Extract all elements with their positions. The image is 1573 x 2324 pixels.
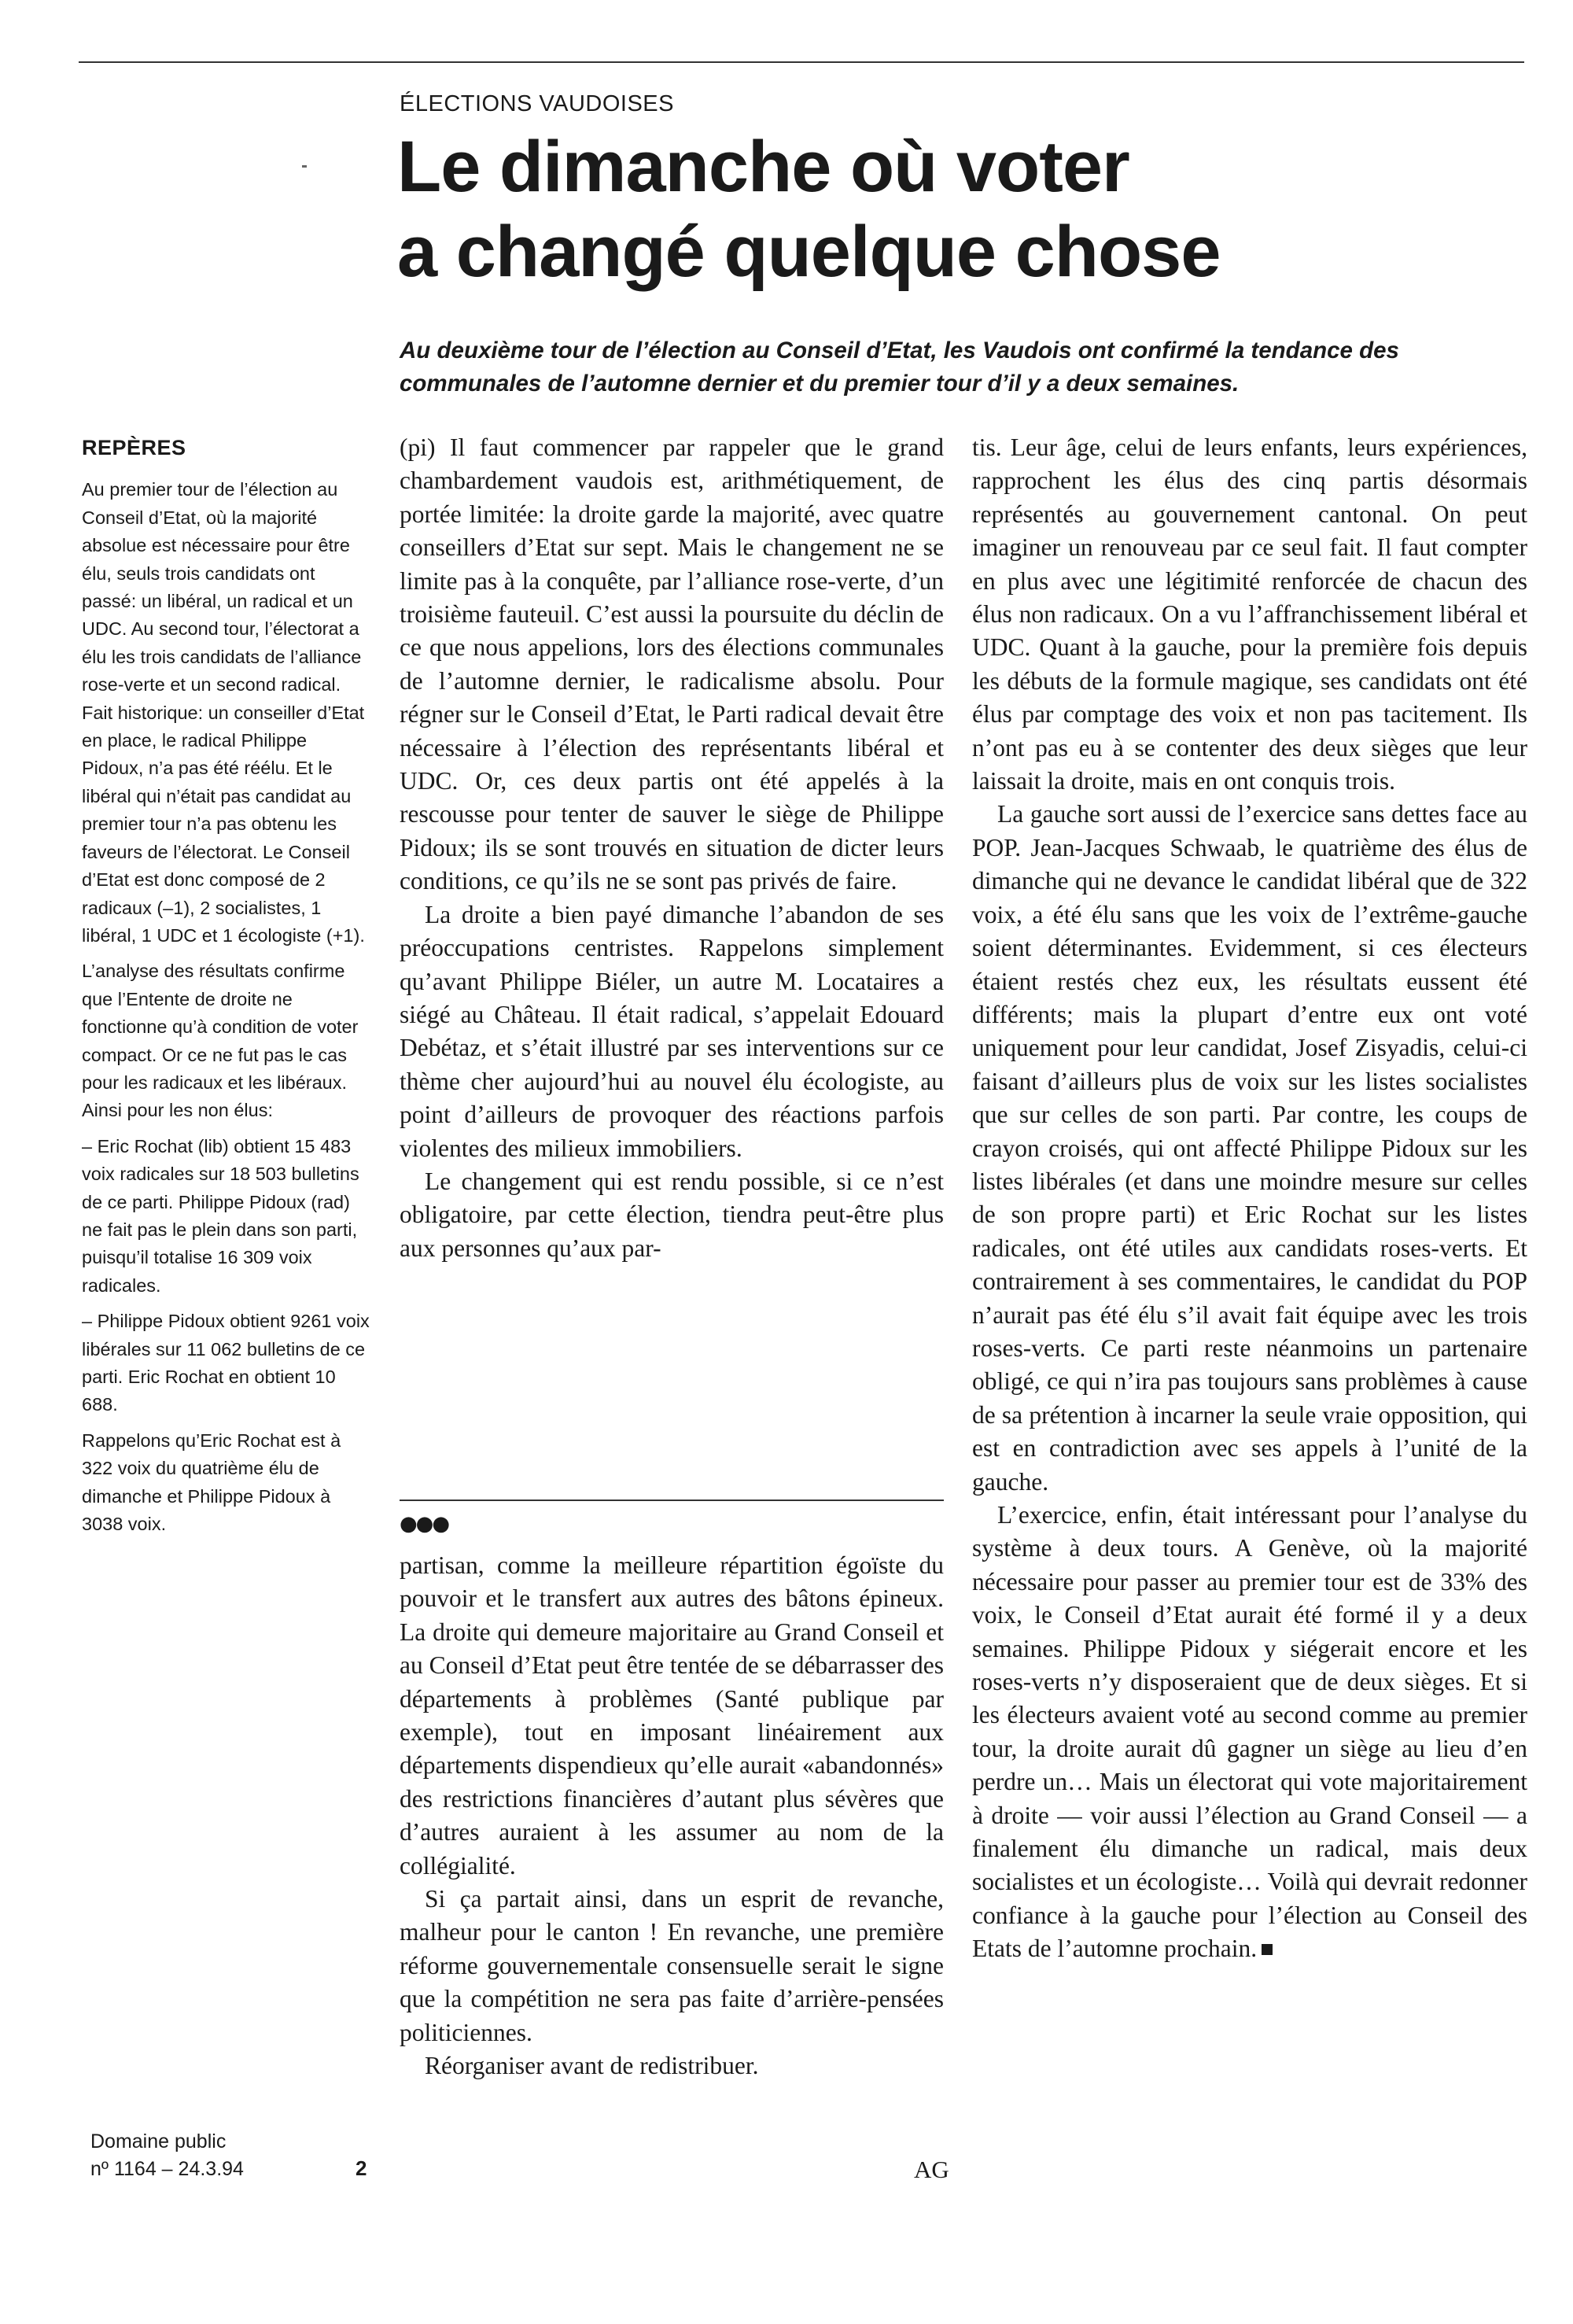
section-kicker: ÉLECTIONS VAUDOISES bbox=[400, 91, 674, 116]
article-column-1 bbox=[400, 431, 944, 1265]
sidebar-paragraph: – Eric Rochat (lib) obtient 15 483 voix radicales sur 18 503 bulletins de ce parti. Philippe Pidoux (rad) ne fait pas le plein dans son parti, puisqu’il totalise 16 309 voix radicales. bbox=[82, 1135, 359, 1296]
article-paragraph: Si ça partait ainsi, dans un esprit de revanche, malheur pour le canton ! En revanche, une première réforme gouvernementale consensuelle serait le signe que la compétition ne sera pas faite d’arrière-pensées politiciennes. bbox=[400, 1885, 944, 2046]
top-rule bbox=[79, 61, 1524, 63]
sidebar-paragraph: L’analyse des résultats confirme que l’Entente de droite ne fonctionne qu’à condition de voter compact. Or ce ne fut pas le cas pour les radicaux et les libéraux. Ainsi pour les non élus: bbox=[82, 961, 359, 1121]
article-paragraph: Le changement qui est rendu possible, si ce n’est obligatoire, par cette élection, tiendra peut-être plus aux personnes qu’aux par- bbox=[400, 1167, 944, 1262]
end-mark-icon bbox=[1262, 1944, 1273, 1955]
article-paragraph: La droite a bien payé dimanche l’abandon de ses préoccupations centristes. Rappelons simplement qu’avant Philippe Biéler, un autre M. Locataires a siégé au Château. Il était radical, s’appelait Edouard Debétaz, et s’était illustré par ses interventions sur ce thème cher aujourd’hui au nouvel élu écologiste, au point d’ailleurs de provoquer des réactions parfois violentes des milieux immobiliers. bbox=[400, 900, 944, 1162]
article-paragraph: La gauche sort aussi de l’exercice sans dettes face au POP. Jean-Jacques Schwaab, le quatrième des élus de dimanche qui ne devance le candidat libéral que de 322 voix, a été élu sans que les voix de l’extrême-gauche soient déterminantes. Evidemment, si ces électeurs étaient restés chez eux, les résultats eussent été différents; mais la plupart d’entre eux ont voté uniquement pour leur candidat, Josef Zisyadis, celui-ci faisant d’ailleurs plus de voix sur les listes socialistes que sur celles de son parti. Par contre, les coups de crayon croisés, qui ont affecté Philippe Pidoux sur les listes libérales (et dans une moindre mesure sur celles de son propre parti) et Eric Rochat sur les listes radicales, ont été utiles aux candidats roses-verts. Et contrairement à ses commentaires, le candidat du POP n’aurait pas été élu s’il avait fait équipe avec les trois roses-verts. Ce parti reste néanmoins un partenaire obligé, ce qui n’ira pas toujours sans problèmes à cause de sa prétention à incarner la seule vraie opposition, qui est en contradiction avec ses appels à l’unité de la gauche. bbox=[972, 800, 1527, 1496]
author-initials: AG bbox=[914, 2156, 949, 2183]
sidebar-paragraph: Rappelons qu’Eric Rochat est à 322 voix du quatrième élu de dimanche et Philippe Pidoux à 3038 voix. bbox=[82, 1429, 341, 1535]
page-number: 2 bbox=[355, 2156, 367, 2180]
issue-number: nº 1164 – 24.3.94 bbox=[90, 2158, 244, 2180]
sidebar-paragraph: – Philippe Pidoux obtient 9261 voix libérales sur 11 062 bulletins de ce parti. Eric Rochat en obtient 10 688. bbox=[82, 1311, 370, 1415]
article-paragraph: tis. Leur âge, celui de leurs enfants, leurs expériences, rapprochent les élus des cinq partis désormais représentés au gouvernement cantonal. On peut imaginer un renouveau par ce seul fait. Il faut compter en plus avec une légitimité renforcée de chacun des élus non radicaux. On a vu l’affranchissement libéral et UDC. Quant à la gauche, pour la première fois depuis les débuts de la formule magique, ses candidats ont été élus par comptage des voix et non pas tacitement. Ils n’ont pas eu à se contenter des deux sièges que leur laissait la droite, mais en ont conquis trois. bbox=[972, 433, 1527, 795]
column-divider bbox=[400, 1500, 944, 1501]
headline bbox=[397, 124, 1498, 294]
publication-name: Domaine public bbox=[90, 2130, 227, 2152]
footer bbox=[90, 2128, 244, 2183]
headline-line-1: Le dimanche où voter bbox=[397, 127, 1129, 207]
headline-line-2: a changé quelque chose bbox=[397, 212, 1221, 292]
article-paragraph: Réorganiser avant de redistribuer. bbox=[425, 2052, 759, 2080]
article-paragraph-last bbox=[972, 1499, 1527, 1966]
scan-mark bbox=[302, 165, 307, 168]
article-paragraph-text: L’exercice, enfin, était intéressant pour l’analyse du système à deux tours. A Genève, où la majorité nécessaire pour passer au premier tour est de 33% des voix, le Conseil d’Etat aurait été formé il y a deux semaines. Philippe Pidoux y siégerait encore et les roses-verts n’y disposeraient que de deux sièges. Et si les électeurs avaient voté au second comme au premier tour, la droite aurait dû gagner un siège au lieu d’en perdre un… Mais un électorat qui vote majoritairement à droite — voir aussi l’élection au Grand Conseil — a finalement élu dimanche un radical, mais deux socialistes et un écologiste… Voilà qui devrait redonner confiance à la gauche pour l’élection au Conseil des Etats de l’automne prochain. bbox=[972, 1501, 1527, 1963]
continuation-marker: ●●● bbox=[400, 1512, 449, 1536]
sidebar-paragraph: Au premier tour de l’élection au Conseil d’Etat, où la majorité absolue est nécessaire pour être élu, seuls trois candidats ont passé: un libéral, un radical et un UDC. Au second tour, l’électorat a élu les trois candidats de l’alliance rose-verte et un second radical. Fait historique: un conseiller d’Etat en place, le radical Philippe Pidoux, n’a pas été réélu. Et le libéral qui n’était pas candidat au premier tour n’a pas obtenu les faveurs de l’électorat. Le Conseil d’Etat est donc composé de 2 radicaux (–1), 2 socialistes, 1 libéral, 1 UDC et 1 écologiste (+1). bbox=[82, 479, 365, 946]
sidebar-title: REPÈRES bbox=[82, 436, 186, 459]
sidebar-reperes bbox=[82, 434, 371, 1546]
article-paragraph: (pi) Il faut commencer par rappeler que le grand chambardement vaudois est, arithmétiquement, de portée limitée: la droite garde la majorité, avec quatre conseillers d’Etat sur sept. Mais le changement ne se limite pas à la conquête, par l’alliance rose-verte, d’un troisième fauteuil. C’est aussi la poursuite du déclin de ce que nous appelions, lors des élections communales de l’automne dernier, le radicalisme absolu. Pour régner sur le Conseil d’Etat, le Parti radical devait être nécessaire à l’élection des représentants libéral et UDC. Or, ces deux partis ont été appelés à la rescousse pour tenter de sauver le siège de Philippe Pidoux; ils se sont trouvés en situation de dicter leurs conditions, ce qu’ils ne se sont pas privés de faire. bbox=[400, 433, 944, 895]
lede: Au deuxième tour de l’élection au Conseil d’Etat, les Vaudois ont confirmé la tendance des communales de l’automne dernier et du premier tour d’il y a deux semaines. bbox=[400, 338, 1399, 397]
article-paragraph: partisan, comme la meilleure répartition égoïste du pouvoir et le transfert aux autres des bâtons épineux. La droite qui demeure majoritaire au Grand Conseil et au Conseil d’Etat peut être tentée de se débarrasser des départements à problèmes (Santé publique par exemple), tout en imposant linéairement aux départements dispendieux qu’elle aurait «abandonnés» des restrictions financières d’autant plus sévères que d’autres auraient à les assumer au nom de la collégialité. bbox=[400, 1551, 944, 1879]
article-column-2 bbox=[972, 431, 1527, 1966]
article-column-1-continued bbox=[400, 1549, 944, 2083]
